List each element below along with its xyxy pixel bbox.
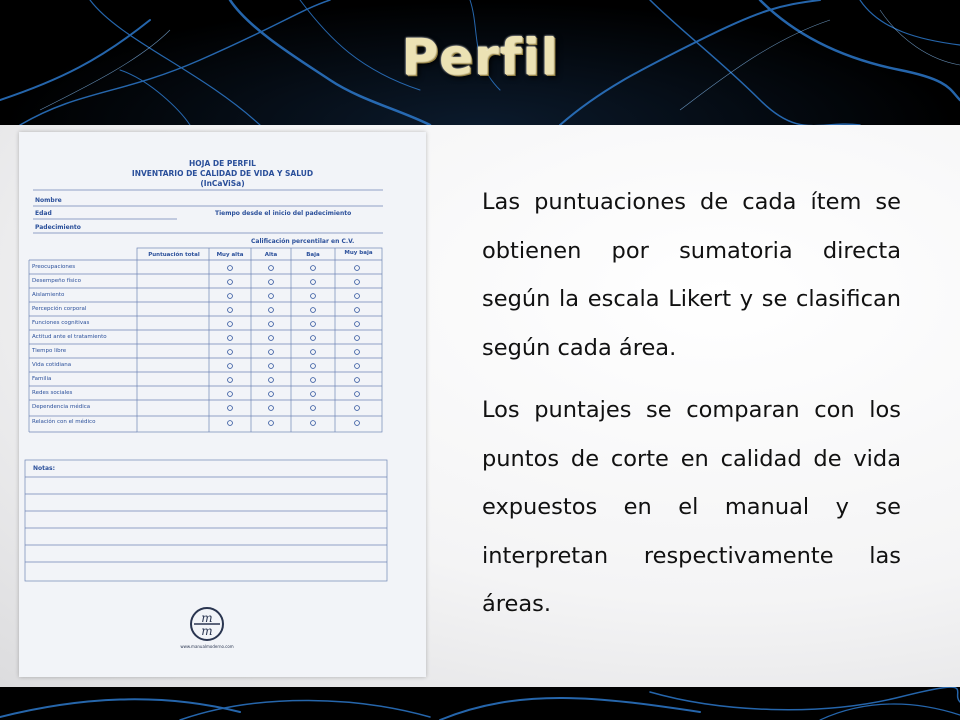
logo-url: www.manualmoderno.com <box>180 644 234 649</box>
column-header-very-high: Muy alta <box>216 252 244 258</box>
row-label: Preocupaciones <box>32 264 76 270</box>
field-time-label: Tiempo desde el inicio del padecimiento <box>215 210 352 217</box>
column-header-total: Puntuación total <box>148 252 200 258</box>
slide-title: Perfil <box>401 28 559 86</box>
column-header-low: Baja <box>306 252 320 258</box>
paragraph-2: Los puntajes se comparan con los puntos de corte en calidad de vida expuestos en el manual y se interpretan respectivamente las áreas. <box>482 397 901 617</box>
row-label: Familia <box>32 376 52 382</box>
column-header-very-low: Muy baja <box>344 250 373 256</box>
sheet-title-line-2: INVENTARIO DE CALIDAD DE VIDA Y SALUD <box>131 169 314 178</box>
slide-footer <box>0 687 960 720</box>
row-label: Funciones cognitivas <box>32 320 90 326</box>
sheet-title-line-3: (InCaViSa) <box>200 179 245 188</box>
neuron-background-bottom <box>0 687 960 720</box>
manual-moderno-logo <box>191 608 223 640</box>
field-age-label: Edad <box>35 210 52 217</box>
row-label: Actitud ante el tratamiento <box>32 334 107 340</box>
row-label: Aislamiento <box>32 292 65 298</box>
body-text <box>482 178 901 643</box>
svg-text:m: m <box>201 624 213 638</box>
row-label: Relación con el médico <box>32 419 96 425</box>
sheet-title-line-1: HOJA DE PERFIL <box>189 159 256 168</box>
field-condition-label: Padecimiento <box>35 224 81 231</box>
column-header-high: Alta <box>264 252 278 258</box>
row-label: Vida cotidiana <box>32 362 72 368</box>
row-label: Desempeño físico <box>32 278 81 284</box>
paragraph-1: Las puntuaciones de cada ítem se obtienen por sumatoria directa según la escala Likert y se clasifican según cada área. <box>482 189 901 361</box>
field-name-label: Nombre <box>35 197 62 204</box>
row-label: Redes sociales <box>32 390 73 396</box>
row-label: Dependencia médica <box>32 404 91 410</box>
percentile-header: Calificación percentilar en C.V. <box>251 238 355 245</box>
row-label: Tiempo libre <box>32 348 67 354</box>
profile-sheet-photo <box>19 132 426 677</box>
row-label: Percepción corporal <box>32 306 87 312</box>
slide-header <box>0 0 960 125</box>
notes-label: Notas: <box>33 465 56 472</box>
svg-text:m: m <box>201 611 213 625</box>
